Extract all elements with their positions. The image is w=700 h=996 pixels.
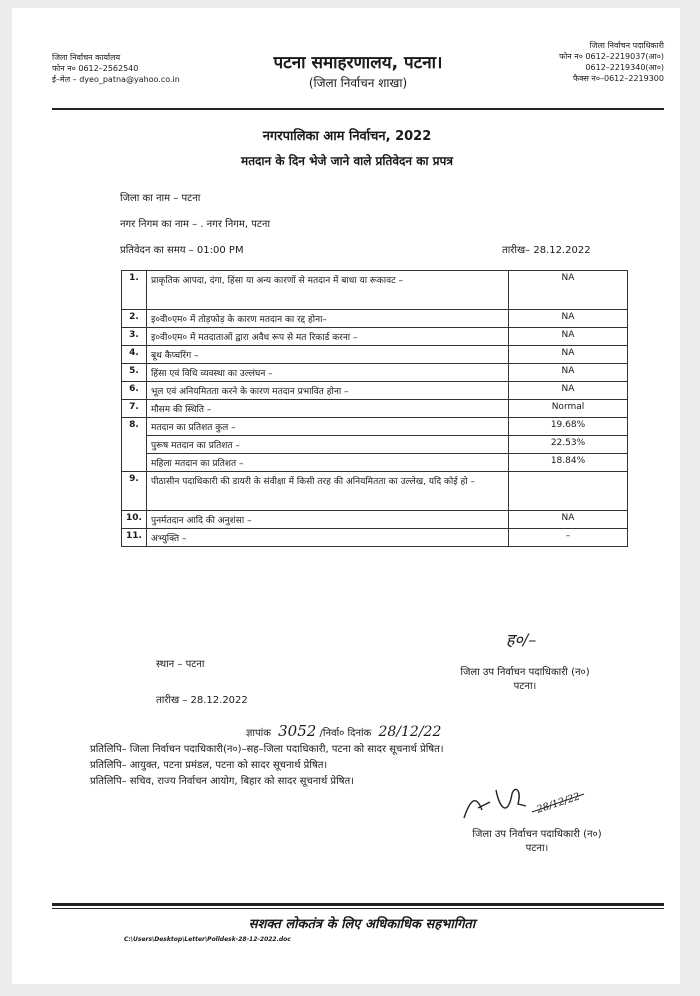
row-number: 8. bbox=[122, 418, 147, 472]
table-row bbox=[122, 511, 628, 529]
memo-label: ज्ञापांक bbox=[246, 728, 271, 739]
row-label: इ०वी०एम० में तोड़फोड़ के कारण मतदान का रद्द होना– bbox=[146, 310, 508, 328]
slogan: सशक्त लोकतंत्र के लिए अधिकाधिक सहभागिता bbox=[248, 917, 476, 932]
nagar-nigam-name: नगर निगम का नाम – . नगर निगम, पटना bbox=[120, 219, 271, 230]
row-value: 19.68% bbox=[509, 418, 628, 436]
signatory-2 bbox=[442, 826, 632, 854]
document-subtitle: मतदान के दिन भेजे जाने वाले प्रतिवेदन का प्रपत्र bbox=[241, 154, 453, 168]
row-value: 22.53% bbox=[509, 436, 628, 454]
row-number: 11. bbox=[122, 529, 147, 547]
footer-date: तारीख – 28.12.2022 bbox=[156, 695, 248, 706]
footer-rule bbox=[52, 903, 664, 906]
signatory-2-title: जिला उप निर्वाचन पदाधिकारी (न०) bbox=[472, 829, 602, 840]
memo-mid: /निर्वा० दिनांक bbox=[319, 728, 372, 739]
row-label: मौसम की स्थिति – bbox=[146, 400, 508, 418]
header-subtitle: (जिला निर्वाचन शाखा) bbox=[308, 76, 408, 90]
table-row bbox=[122, 436, 628, 454]
table-row bbox=[122, 364, 628, 382]
row-label: इ०वी०एम० में मतदाताओं द्वारा अवैध रूप से मत रिकार्ड करना – bbox=[146, 328, 508, 346]
row-label: हिंसा एवं विधि व्यवस्था का उल्लंघन – bbox=[146, 364, 508, 382]
row-label: मतदान का प्रतिशत कुल – bbox=[146, 418, 508, 436]
table-row bbox=[122, 328, 628, 346]
row-value: – bbox=[509, 529, 628, 547]
row-number: 7. bbox=[122, 400, 147, 418]
table-row bbox=[122, 400, 628, 418]
row-value: NA bbox=[509, 364, 628, 382]
copies-list bbox=[90, 742, 444, 790]
table-row bbox=[122, 472, 628, 511]
report-time: प्रतिवेदन का समय – 01:00 PM bbox=[120, 245, 244, 256]
row-number: 3. bbox=[122, 328, 147, 346]
file-path: C:\Users\Desktop\Letter\Polldesk-28-12-2022.doc bbox=[124, 936, 291, 943]
memo-date: 28/12/22 bbox=[378, 724, 442, 740]
copy-3: प्रतिलिपि– सचिव, राज्य निर्वाचन आयोग, बिहार को सादर सूचनार्थ प्रेषित। bbox=[90, 776, 354, 787]
row-number: 5. bbox=[122, 364, 147, 382]
header-phone-2: 0612–2219340(आ०) bbox=[585, 63, 664, 72]
report-date: तारीख– 28.12.2022 bbox=[502, 245, 591, 256]
row-label: पुरूष मतदान का प्रतिशत – bbox=[146, 436, 508, 454]
document-page bbox=[12, 8, 680, 984]
place: स्थान – पटना bbox=[156, 659, 205, 670]
row-label: महिला मतदान का प्रतिशत – bbox=[146, 454, 508, 472]
row-number: 9. bbox=[122, 472, 147, 511]
table-row bbox=[122, 310, 628, 328]
header-email: ई–मेल – dyeo_patna@yahoo.co.in bbox=[52, 75, 180, 84]
row-number: 2. bbox=[122, 310, 147, 328]
report-table bbox=[121, 270, 628, 547]
row-value: NA bbox=[509, 346, 628, 364]
district-name: जिला का नाम – पटना bbox=[120, 193, 201, 204]
row-number: 1. bbox=[122, 271, 147, 310]
copy-1: प्रतिलिपि– जिला निर्वाचन पदाधिकारी(न०)–सह–जिला पदाधिकारी, पटना को सादर सूचनार्थ प्रेषित। bbox=[90, 744, 444, 755]
row-label: पीठासीन पदाधिकारी की डायरी के संवीक्षा में किसी तरह की अनियमितता का उल्लेख, यदि कोई हो – bbox=[146, 472, 508, 511]
table-row bbox=[122, 346, 628, 364]
row-label: अभ्युक्ति – bbox=[146, 529, 508, 547]
header-left bbox=[52, 52, 180, 85]
signatory-place: पटना। bbox=[513, 681, 537, 692]
signature-date: 28/12/22 bbox=[535, 791, 582, 816]
header-rule bbox=[52, 108, 664, 110]
row-label: प्राकृतिक आपदा, दंगा, हिंसा या अन्य कारणों से मतदान में बाधा या रूकावट – bbox=[146, 271, 508, 310]
table-row bbox=[122, 418, 628, 436]
row-value: NA bbox=[509, 310, 628, 328]
copy-2: प्रतिलिपि– आयुक्त, पटना प्रमंडल, पटना को सादर सूचनार्थ प्रेषित। bbox=[90, 760, 328, 771]
header-title: पटना समाहरणालय, पटना। bbox=[273, 53, 443, 73]
row-value: NA bbox=[509, 271, 628, 310]
row-value: NA bbox=[509, 382, 628, 400]
signatory-2-place: पटना। bbox=[525, 843, 549, 854]
signatory-title: जिला उप निर्वाचन पदाधिकारी (न०) bbox=[460, 667, 590, 678]
header-phone-1: फोन न० 0612–2219037(आ०) bbox=[559, 52, 664, 61]
signatory bbox=[430, 664, 620, 692]
row-number: 6. bbox=[122, 382, 147, 400]
row-value: NA bbox=[509, 511, 628, 529]
row-label: पुनर्मतदान आदि की अनुशंसा – bbox=[146, 511, 508, 529]
header-phone: फोन न० 0612–2562540 bbox=[52, 64, 139, 73]
row-number: 10. bbox=[122, 511, 147, 529]
table-row bbox=[122, 382, 628, 400]
row-value: 18.84% bbox=[509, 454, 628, 472]
row-label: बूथ कैप्चरिंग – bbox=[146, 346, 508, 364]
table-row bbox=[122, 454, 628, 472]
row-value: Normal bbox=[509, 400, 628, 418]
header-right bbox=[528, 40, 664, 84]
row-label: भूल एवं अनियमितता करने के कारण मतदान प्रभावित होना – bbox=[146, 382, 508, 400]
memo-number: 3052 bbox=[278, 722, 317, 740]
header-fax: फैक्स न०–0612–2219300 bbox=[572, 74, 664, 83]
row-value: NA bbox=[509, 328, 628, 346]
header-officer: जिला निर्वाचन पदाधिकारी bbox=[589, 41, 664, 50]
header-office: जिला निर्वाचन कार्यालय bbox=[52, 53, 121, 62]
table-row bbox=[122, 271, 628, 310]
row-value bbox=[509, 472, 628, 511]
table-row bbox=[122, 529, 628, 547]
row-number: 4. bbox=[122, 346, 147, 364]
memo-line bbox=[246, 722, 441, 740]
footer-rule-thin bbox=[52, 908, 664, 909]
document-title: नगरपालिका आम निर्वाचन, 2022 bbox=[262, 129, 432, 144]
signature-mark: ह०/– bbox=[506, 630, 537, 649]
